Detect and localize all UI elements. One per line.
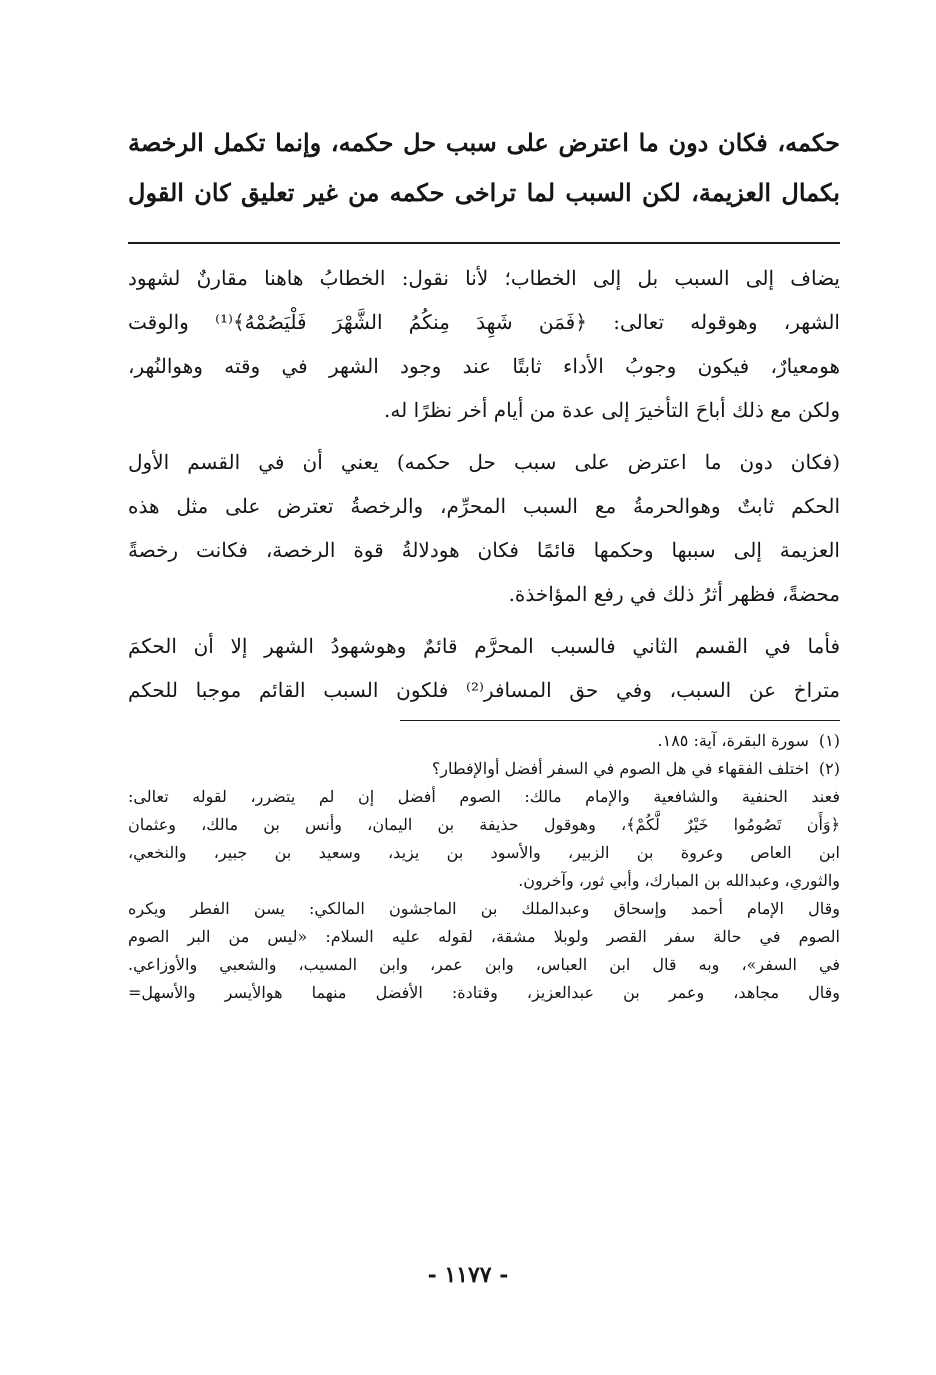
commentary-line: هومعيارٌ، فيكون وجوبُ الأداء ثابتًا عند وجود الشهر في وقته وهوالنُهر، — [128, 354, 840, 378]
footnote-number: (٢) — [818, 759, 840, 778]
footnote-text: اختلف الفقهاء في هل الصوم في السفر أفضل أوالإفطار؟ — [431, 759, 809, 778]
commentary-line: يضاف إلى السبب بل إلى الخطاب؛ لأنا نقول: الخطابُ هاهنا مقارنٌ لشهود — [128, 266, 840, 290]
footnote-2 — [128, 755, 840, 783]
footnote-line: وقال مجاهد، وعمر بن عبدالعزيز، وقتادة: الأفضل منهما هوالأيسر والأسهل= — [128, 983, 840, 1002]
footnote-text: سورة البقرة، آية: ١٨٥. — [657, 731, 809, 750]
commentary-line: الحكم ثابتٌ وهوالحرمةُ مع السبب المحرِّم، والرخصةُ تعترض على مثل هذه — [128, 494, 840, 518]
footnotes — [128, 727, 840, 1007]
footnote-line: الصوم في حالة سفر القصر ولوبلا مشقة، لقوله عليه السلام: «ليس من البر الصوم — [128, 927, 840, 946]
main-text — [128, 118, 840, 218]
commentary-line: محضةً، فظهر أثرُ ذلك في رفع المؤاخذة. — [508, 582, 840, 606]
page-body — [128, 118, 840, 1007]
footnote-number: (١) — [818, 731, 840, 750]
page-number: - ١١٧٧ - — [427, 1262, 509, 1288]
commentary-line: متراخ عن السبب، وفي حق المسافر⁽²⁾ فلكون السبب القائم موجبا للحكم — [128, 678, 840, 702]
footnote-line: في السفر»، وبه قال ابن العباس، وابن عمر، وابن المسيب، والشعبي والأوزاعي. — [128, 955, 840, 974]
main-text-line: بكمال العزيمة، لكن السبب لما تراخى حكمه من غير تعليق كان القول — [128, 178, 840, 207]
commentary-line: (فكان دون ما اعترض على سبب حل حكمه) يعني أن في القسم الأول — [128, 450, 840, 474]
commentary-paragraph — [128, 256, 840, 432]
footnote-line: فعند الحنفية والشافعية والإمام مالك: الصوم أفضل إن لم يتضرر، لقوله تعالى: — [128, 787, 840, 806]
commentary-line: ولكن مع ذلك أباحَ التأخيرَ إلى عدة من أيام أخر نظرًا له. — [384, 398, 840, 422]
commentary-line: فأما في القسم الثاني فالسبب المحرَّم قائمٌ وهوشهودُ الشهر إلا أن الحكمَ — [128, 634, 841, 658]
commentary-line: العزيمة إلى سببها وحكمها قائمًا فكان هودلالةُ قوة الرخصة، فكانت رخصةً — [128, 538, 840, 562]
footnote-line: وقال الإمام أحمد وإسحاق وعبدالملك بن الماجشون المالكي: يسن الفطر ويكره — [128, 899, 841, 918]
footnote-1 — [128, 727, 840, 755]
main-text-line: حكمه، فكان دون ما اعترض على سبب حل حكمه، وإنما تكمل الرخصة — [128, 128, 840, 157]
commentary — [128, 256, 840, 712]
commentary-paragraph — [128, 624, 840, 712]
commentary-line: الشهر، وهوقوله تعالى: ﴿فَمَن شَهِدَ مِنكُمُ الشَّهْرَ فَلْيَصُمْهُ﴾⁽¹⁾ والوقت — [128, 310, 840, 334]
footnote-line: والثوري، وعبدالله بن المبارك، وأبي ثور، وآخرون. — [518, 871, 840, 890]
footnote-divider — [400, 720, 840, 721]
footnote-line: ﴿وَأَن تَصُومُوا خَيْرٌ لَّكُمْ﴾، وهوقول حذيفة بن اليمان، وأنس بن مالك، وعثمان — [128, 815, 840, 834]
main-text-divider — [128, 242, 840, 244]
footnote-line: ابن العاص وعروة بن الزبير، والأسود بن يزيد، وسعيد بن جبير، والنخعي، — [128, 843, 840, 862]
commentary-paragraph — [128, 440, 840, 616]
